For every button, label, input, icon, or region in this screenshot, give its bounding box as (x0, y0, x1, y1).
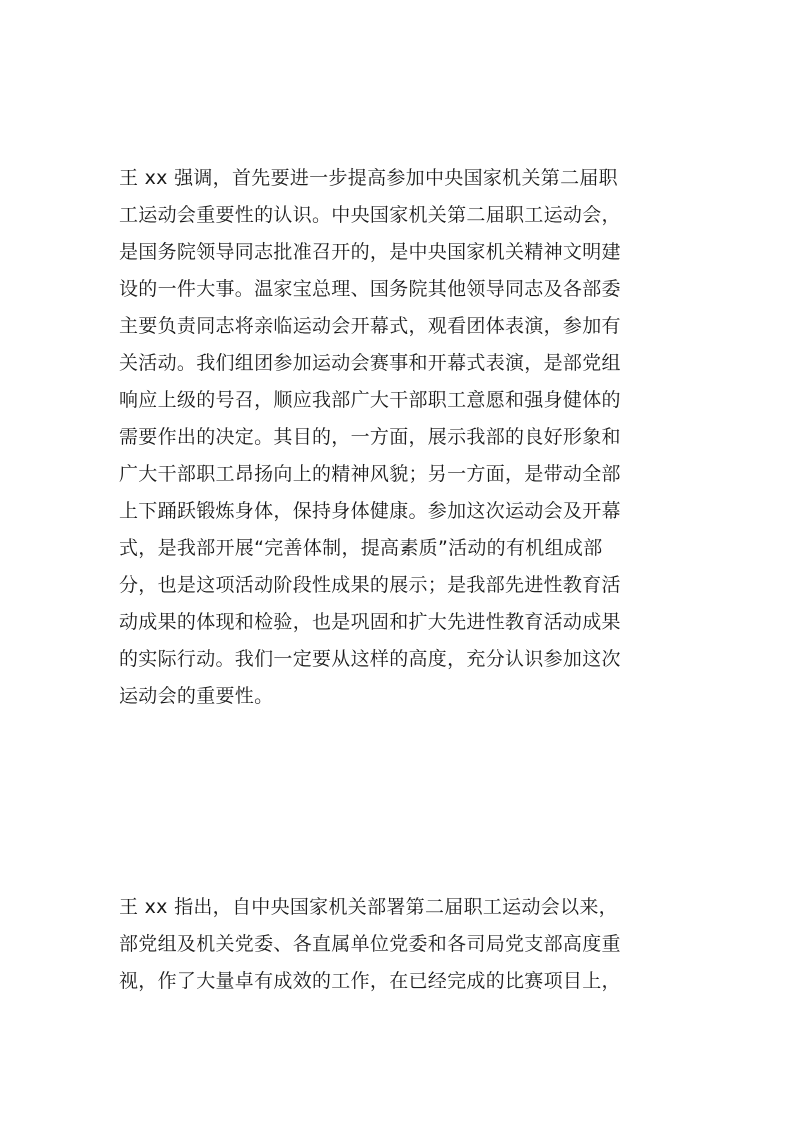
text-line: 式，是我部开展“完善体制，提高素质”活动的有机组成部 (119, 537, 603, 559)
paragraph-importance (119, 160, 689, 715)
text-line: 主要负责同志将亲临运动会开幕式，观看团体表演，参加有 (119, 315, 621, 337)
text-line: 关活动。我们组团参加运动会赛事和开幕式表演，是部党组 (119, 352, 621, 374)
text-line: 响应上级的号召，顺应我部广大干部职工意愿和强身健体的 (119, 389, 621, 411)
text-line: 分，也是这项活动阶段性成果的展示；是我部先进性教育活 (119, 574, 621, 596)
text-line: 动成果的体现和检验，也是巩固和扩大先进性教育活动成果 (119, 611, 621, 633)
text-line: 视，作了大量卓有成效的工作，在已经完成的比赛项目上， (119, 970, 621, 992)
text-line: 工运动会重要性的认识。中央国家机关第二届职工运动会， (119, 204, 621, 226)
text-line: 是国务院领导同志批准召开的，是中央国家机关精神文明建 (119, 241, 621, 263)
paragraph-progress (119, 889, 689, 1000)
text-line: 王 xx 强调，首先要进一步提高参加中央国家机关第二届职 (119, 167, 618, 189)
text-line: 设的一件大事。温家宝总理、国务院其他领导同志及各部委 (119, 278, 621, 300)
text-line: 部党组及机关党委、各直属单位党委和各司局党支部高度重 (119, 933, 621, 955)
text-line: 运动会的重要性。 (119, 685, 274, 707)
text-line: 上下踊跃锻炼身体，保持身体健康。参加这次运动会及开幕 (119, 500, 621, 522)
text-line: 王 xx 指出，自中央国家机关部署第二届职工运动会以来， (119, 896, 618, 918)
text-line: 的实际行动。我们一定要从这样的高度，充分认识参加这次 (119, 648, 621, 670)
text-line: 广大干部职工昂扬向上的精神风貌；另一方面，是带动全部 (119, 463, 621, 485)
text-line: 需要作出的决定。其目的，一方面，展示我部的良好形象和 (119, 426, 621, 448)
